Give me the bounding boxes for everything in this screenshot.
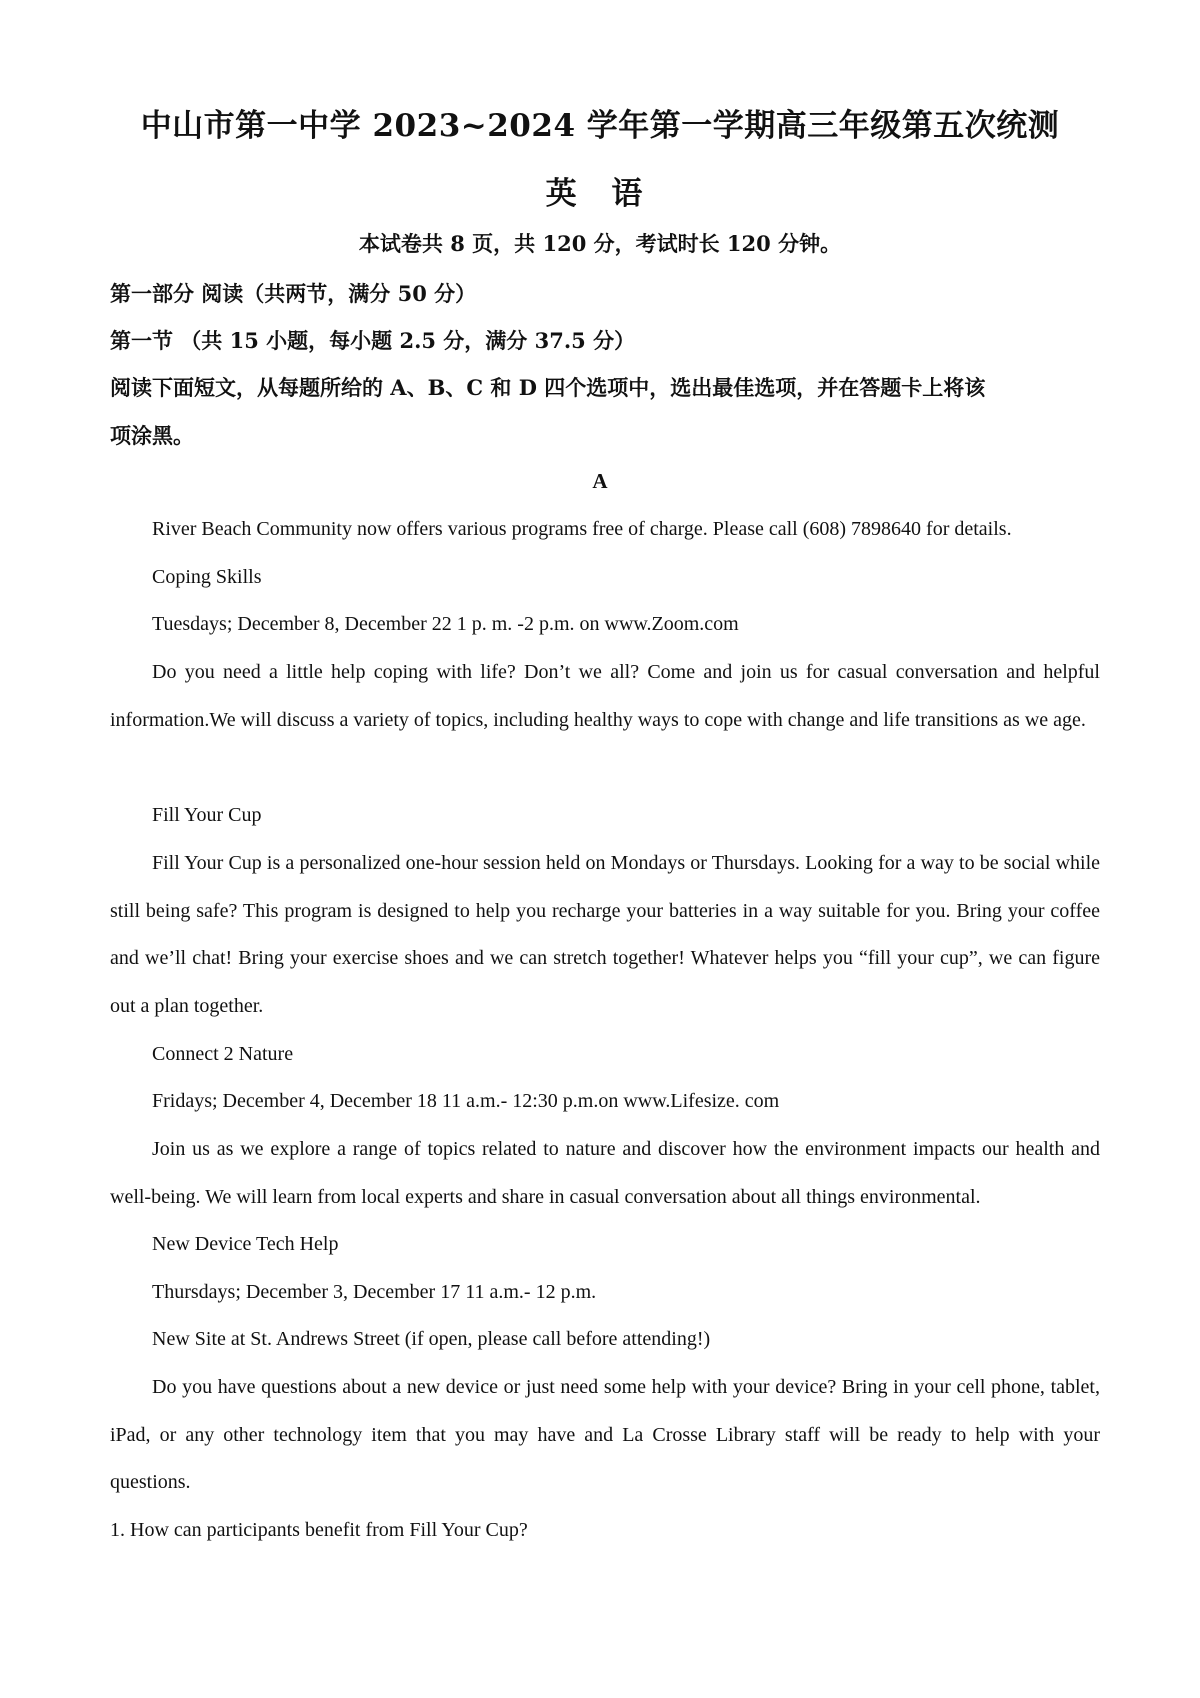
- program-description-new-device-tech-help: Do you have questions about a new device or just need some help with your device? Bring in your cell phone, tablet, iPad, or any other technology item that you may have and La Crosse Library staff will be ready to help with your questions.: [110, 1376, 1100, 1493]
- question-1: 1. How can participants benefit from Fill Your Cup?: [110, 1519, 528, 1541]
- program-schedule-connect-2-nature: Fridays; December 4, December 18 11 a.m.- 12:30 p.m.on www.Lifesize. com: [152, 1090, 780, 1112]
- program-location-new-device-tech-help: New Site at St. Andrews Street (if open, please call before attending!): [152, 1328, 711, 1350]
- program-description-connect-2-nature: Join us as we explore a range of topics related to nature and discover how the environment impacts our health and well-being. We will learn from local experts and share in casual conversation about all things environmental.: [110, 1138, 1100, 1208]
- instructions-line-1: 阅读下面短文，从每题所给的 A、B、C 和 D 四个选项中，选出最佳选项，并在答题卡上将该: [110, 375, 986, 400]
- passage-letter: A: [592, 469, 608, 493]
- program-name-fill-your-cup: Fill Your Cup: [152, 804, 262, 826]
- subject-title: 英 语: [545, 176, 655, 212]
- program-description-fill-your-cup: Fill Your Cup is a personalized one-hour session held on Mondays or Thursdays. Looking for a way to be social while still being safe? This program is designed to help you recharge your batteries in a way suitable for you. Bring your coffee and we’ll chat! Bring your exercise shoes and we can stretch together! Whatever helps you “fill your cup”, we can figure out a plan together.: [110, 852, 1100, 1017]
- part-one-heading: 第一部分 阅读（共两节，满分 50 分）: [110, 281, 477, 306]
- exam-title: 中山市第一中学 2023~2024 学年第一学期高三年级第五次统测: [140, 108, 1060, 144]
- section-one-heading: 第一节 （共 15 小题，每小题 2.5 分，满分 37.5 分）: [110, 328, 636, 353]
- program-name-new-device-tech-help: New Device Tech Help: [152, 1233, 339, 1255]
- program-description-coping-skills: Do you need a little help coping with life? Don’t we all? Come and join us for casual conversation and helpful information.We will discuss a variety of topics, including healthy ways to cope with change and life transitions as we age.: [110, 661, 1100, 731]
- program-name-coping-skills: Coping Skills: [152, 566, 262, 588]
- program-schedule-coping-skills: Tuesdays; December 8, December 22 1 p. m. -2 p.m. on www.Zoom.com: [152, 613, 739, 635]
- program-name-connect-2-nature: Connect 2 Nature: [152, 1043, 294, 1065]
- passage-intro: River Beach Community now offers various programs free of charge. Please call (608) 7898640 for details.: [152, 518, 1012, 540]
- program-schedule-new-device-tech-help: Thursdays; December 3, December 17 11 a.m.- 12 p.m.: [152, 1281, 597, 1303]
- instructions-line-2: 项涂黑。: [110, 423, 194, 448]
- exam-info: 本试卷共 8 页，共 120 分，考试时长 120 分钟。: [358, 231, 842, 256]
